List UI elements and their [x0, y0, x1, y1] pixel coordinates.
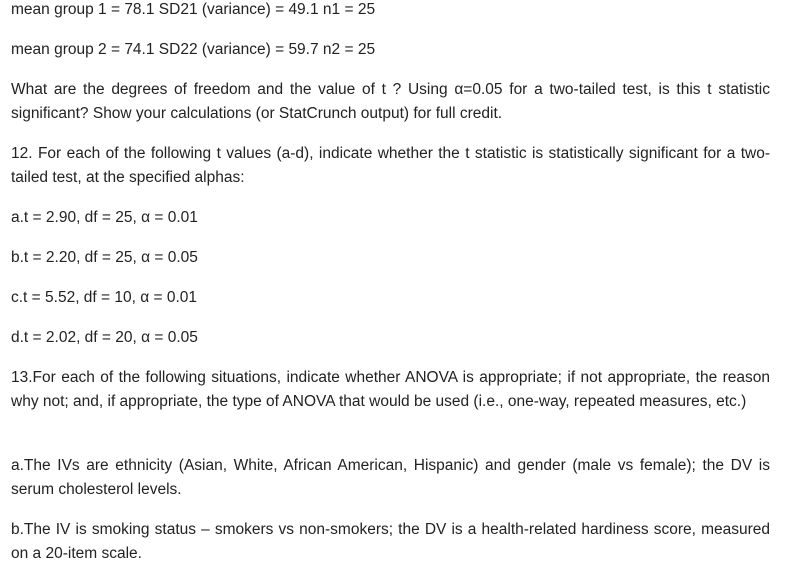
question-12-item-a: a.t = 2.90, df = 25, α = 0.01 — [11, 209, 198, 226]
df-question: What are the degrees of freedom and the value of t ? Using α=0.05 for a two-tailed test, is this t statistic significant? Show your calculations (or StatCrunch output) for full credit. — [11, 81, 770, 122]
question-12-item-c: c.t = 5.52, df = 10, α = 0.01 — [11, 289, 198, 306]
group2-stats: mean group 2 = 74.1 SD22 (variance) = 59.7 n2 = 25 — [11, 41, 376, 58]
question-13-item-a: a.The IVs are ethnicity (Asian, White, African American, Hispanic) and gender (male vs female); the DV is serum cholesterol levels. — [11, 457, 770, 498]
question-12-item-b: b.t = 2.20, df = 25, α = 0.05 — [11, 249, 198, 266]
question-12-intro: 12. For each of the following t values (a-d), indicate whether the t statistic is statistically significant for a two-tailed test, at the specified alphas: — [11, 145, 770, 186]
question-12-item-d: d.t = 2.02, df = 20, α = 0.05 — [11, 329, 198, 346]
question-13-item-b: b.The IV is smoking status – smokers vs non-smokers; the DV is a health-related hardiness score, measured on a 20-item scale. — [11, 521, 770, 562]
question-13-intro: 13.For each of the following situations, indicate whether ANOVA is appropriate; if not appropriate, the reason why not; and, if appropriate, the type of ANOVA that would be used (i.e., one-way, repeated measures, etc.) — [11, 369, 770, 410]
group1-stats: mean group 1 = 78.1 SD21 (variance) = 49.1 n1 = 25 — [11, 1, 376, 18]
